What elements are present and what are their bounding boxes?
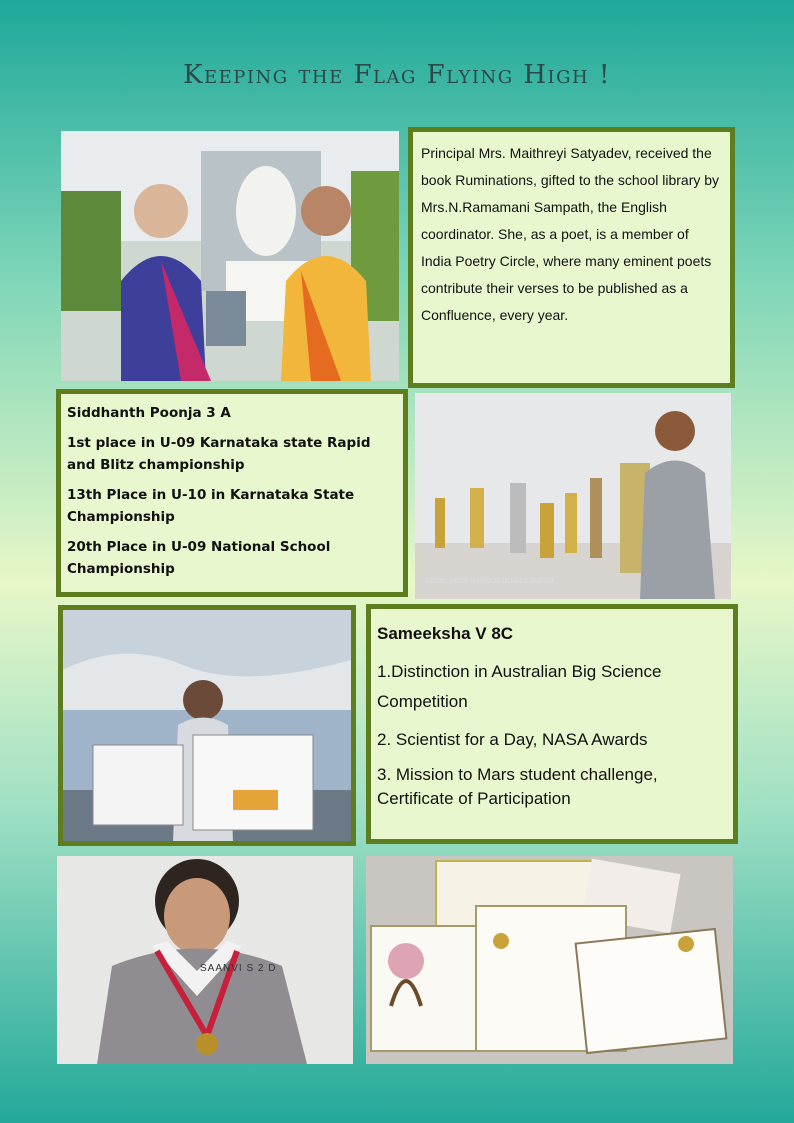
- saanvi-caption: SAANVI S 2 D: [200, 963, 277, 974]
- sameeksha-achievement-1: 1.Distinction in Australian Big Science Competition: [377, 662, 662, 711]
- siddhanth-achievement-3: 20th Place in U-09 National School Championship: [67, 539, 331, 577]
- saanvi-certificates-photo: [366, 856, 733, 1064]
- principal-text-box: [408, 127, 735, 388]
- siddhanth-text-box: [56, 389, 408, 597]
- siddhanth-name: Siddhanth Poonja 3 A: [67, 405, 231, 421]
- page-title: Keeping the Flag Flying High !: [183, 60, 611, 90]
- principal-book-photo: [61, 131, 399, 381]
- sameeksha-achievement-2: 2. Scientist for a Day, NASA Awards: [377, 730, 648, 749]
- sameeksha-certificates-photo: [58, 605, 356, 846]
- camera-watermark: REDMI NOTE 9 PRO AI QUAD CAMERA: [425, 578, 555, 585]
- siddhanth-trophies-photo: [415, 393, 731, 599]
- principal-text: Principal Mrs. Maithreyi Satyadev, received the book Ruminations, gifted to the school library by Mrs.N.Ramamani Sampath, the English coordinator. She, as a poet, is a member of India Poetry Circle, where many eminent poets contribute their verses to be published as a Confluence, every year.: [421, 145, 720, 323]
- sameeksha-achievement-3: 3. Mission to Mars student challenge, Certificate of Participation: [377, 765, 658, 808]
- siddhanth-achievement-2: 13th Place in U-10 in Karnataka State Championship: [67, 487, 355, 525]
- siddhanth-achievement-1: 1st place in U-09 Karnataka state Rapid and Blitz championship: [67, 435, 371, 473]
- sameeksha-text-box: [366, 604, 738, 844]
- sameeksha-name: Sameeksha V 8C: [377, 624, 514, 643]
- saanvi-medal-photo: [57, 856, 353, 1064]
